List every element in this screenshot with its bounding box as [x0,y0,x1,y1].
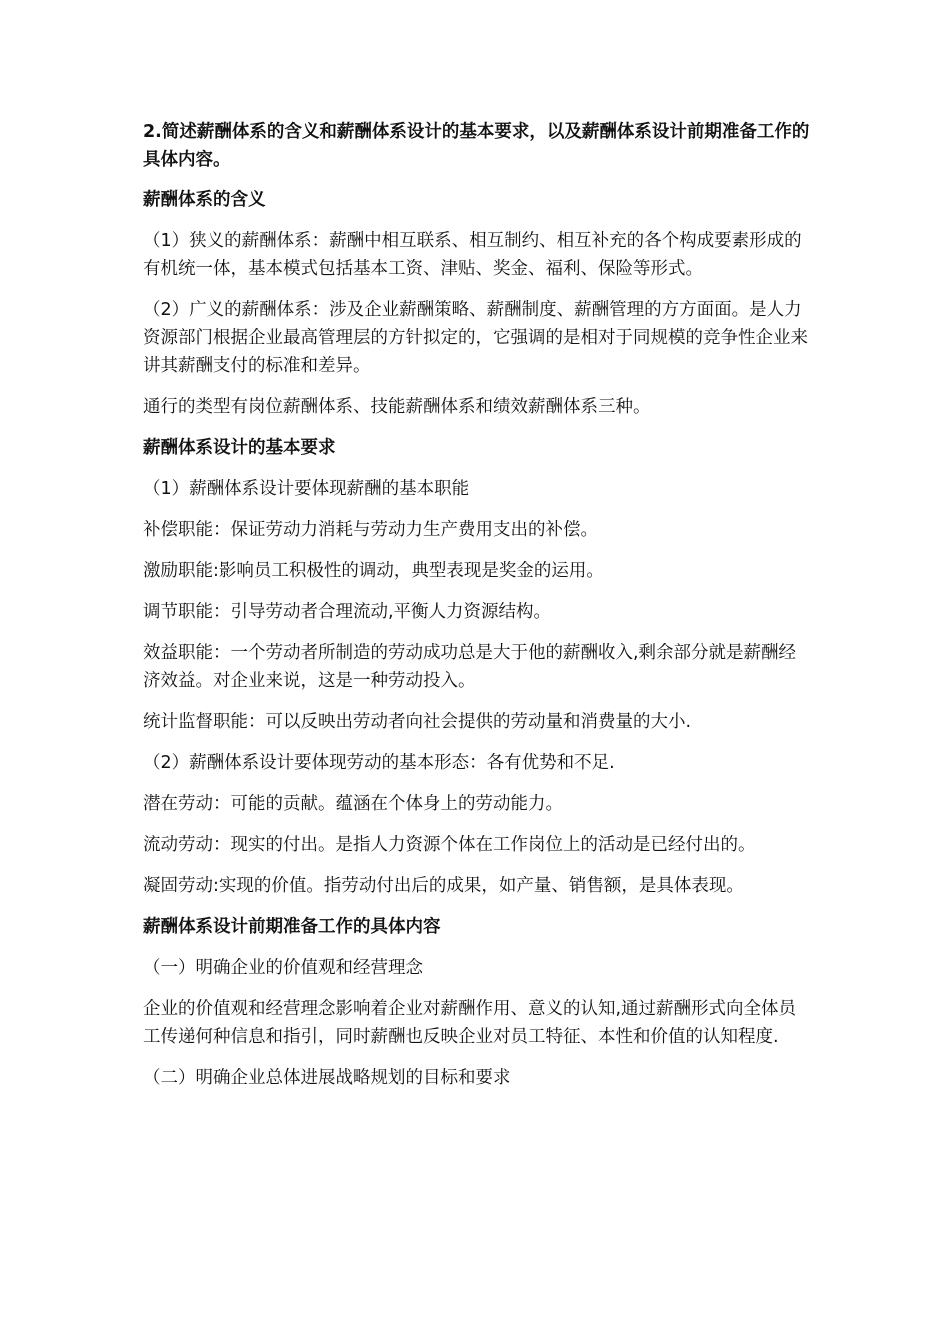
paragraph-solidified-labor: 凝固劳动:实现的价值。指劳动付出后的成果，如产量、销售额，是具体表现。 [143,876,744,896]
paragraph-values-philosophy: （一）明确企业的价值观和经营理念 [143,958,423,978]
section-heading-meaning: 薪酬体系的含义 [143,190,266,210]
paragraph-labor-forms: （2）薪酬体系设计要体现劳动的基本形态：各有优势和不足. [143,753,615,773]
document-body [143,118,811,1105]
paragraph-strategy-goals: （二）明确企业总体进展战略规划的目标和要求 [143,1068,511,1088]
paragraph-narrow-definition: （1）狭义的薪酬体系：薪酬中相互联系、相互制约、相互补充的各个构成要素形成的有机统一体，基本模式包括基本工资、津贴、奖金、福利、保险等形式。 [143,231,802,279]
section-heading-preparation: 薪酬体系设计前期准备工作的具体内容 [143,917,441,937]
paragraph-basic-functions: （1）薪酬体系设计要体现薪酬的基本职能 [143,479,470,499]
question-title: 2.简述薪酬体系的含义和薪酬体系设计的基本要求，以及薪酬体系设计前期准备工作的具体内容。 [143,122,810,170]
paragraph-statistical-function: 统计监督职能：可以反映出劳动者向社会提供的劳动量和消费量的大小. [143,712,692,732]
paragraph-potential-labor: 潜在劳动：可能的贡献。蕴涵在个体身上的劳动能力。 [143,794,563,814]
paragraph-flowing-labor: 流动劳动：现实的付出。是指人力资源个体在工作岗位上的活动是已经付出的。 [143,835,756,855]
paragraph-benefit-function: 效益职能：一个劳动者所制造的劳动成功总是大于他的薪酬收入,剩余部分就是薪酬经济效益。对企业来说，这是一种劳动投入。 [143,643,797,691]
paragraph-common-types: 通行的类型有岗位薪酬体系、技能薪酬体系和绩效薪酬体系三种。 [143,397,651,417]
paragraph-incentive-function: 激励职能:影响员工积极性的调动，典型表现是奖金的运用。 [143,561,604,581]
paragraph-compensation-function: 补偿职能：保证劳动力消耗与劳动力生产费用支出的补偿。 [143,520,598,540]
paragraph-values-detail: 企业的价值观和经营理念影响着企业对薪酬作用、意义的认知,通过薪酬形式向全体员工传递何种信息和指引，同时薪酬也反映企业对员工特征、本性和价值的认知程度. [143,999,797,1047]
paragraph-broad-definition: （2）广义的薪酬体系：涉及企业薪酬策略、薪酬制度、薪酬管理的方方面面。是人力资源部门根据企业最高管理层的方针拟定的，它强调的是相对于同规模的竞争性企业来讲其薪酬支付的标准和差异。 [143,300,808,376]
paragraph-adjustment-function: 调节职能：引导劳动者合理流动,平衡人力资源结构。 [143,602,552,622]
section-heading-requirements: 薪酬体系设计的基本要求 [143,438,336,458]
